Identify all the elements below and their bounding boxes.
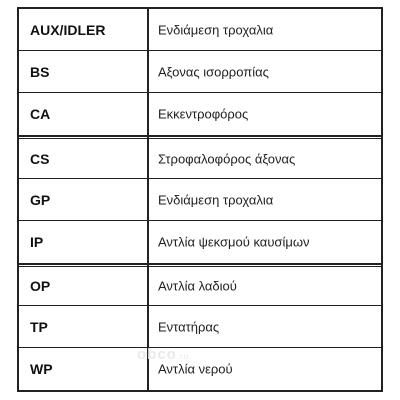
row-code: TP [30, 318, 48, 335]
watermark-brand: obco [137, 346, 177, 363]
row-description: Ενδιάμεση τροχαλια [158, 22, 274, 37]
row-description: Αντλία ψεκσμού καυσίμων [158, 234, 310, 250]
row-code: CA [30, 106, 51, 122]
watermark-suffix: .ru [176, 352, 190, 361]
row-code: BS [30, 63, 50, 80]
table-row [19, 306, 381, 348]
table-row [19, 51, 381, 93]
parts-legend-table [17, 7, 383, 392]
row-code: OP [30, 278, 51, 294]
table-row [19, 264, 381, 306]
row-description: Εντατήρας [158, 319, 220, 334]
table-row [19, 9, 381, 51]
row-code: AUX/IDLER [30, 21, 106, 38]
row-code: WP [30, 361, 53, 377]
watermark-logo [137, 346, 189, 363]
table-row [19, 93, 381, 136]
row-description: Αντλία λαδιού [158, 278, 237, 294]
row-description: Αντλία νερού [158, 361, 233, 377]
row-description: Εκκεντροφόρος [158, 106, 249, 122]
row-description: Ενδιάμεση τροχαλια [158, 192, 274, 207]
row-description: Αξονας ισορροπίας [158, 64, 269, 79]
table-row [19, 136, 381, 179]
table-row [19, 179, 381, 221]
row-description: Στροφαλοφόρος άξονας [158, 151, 296, 166]
table-row [19, 348, 381, 390]
row-code: CS [30, 150, 50, 167]
row-code: IP [30, 234, 44, 250]
row-code: GP [30, 191, 51, 208]
table-row [19, 221, 381, 264]
